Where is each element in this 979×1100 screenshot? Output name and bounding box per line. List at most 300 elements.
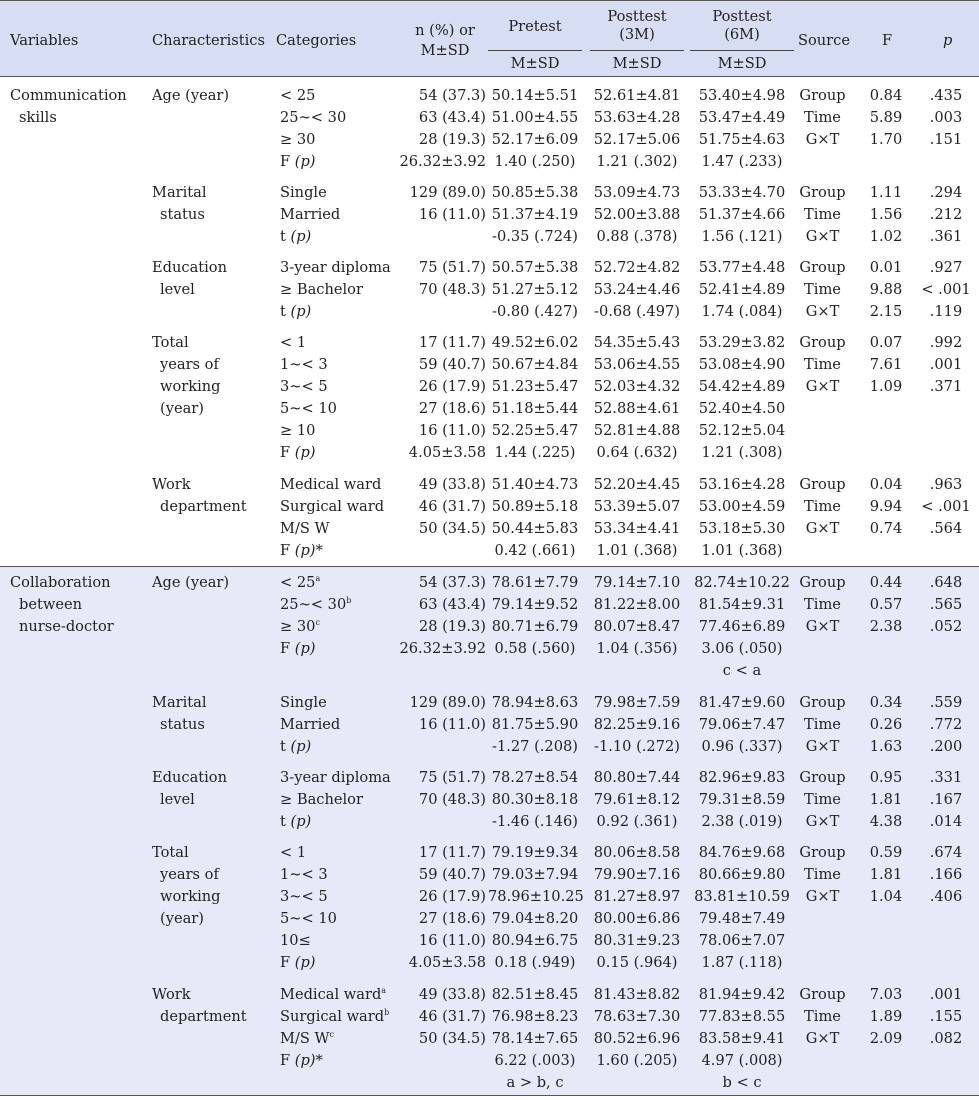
posttest3-value: 53.06±4.55 [593, 356, 681, 373]
category-stat-label: t [280, 738, 291, 755]
bottom-rule [0, 1095, 979, 1096]
posttest6-value: 1.01 (.368) [701, 542, 783, 559]
pretest-value: 49.52±6.02 [491, 334, 579, 351]
pretest-value: 78.96±10.25 [488, 888, 584, 905]
header-f: F [882, 32, 893, 49]
f-value: 4.38 [869, 813, 903, 830]
category-label [280, 811, 311, 833]
n-value: 17 (11.7) [418, 334, 486, 351]
characteristic-label: (year) [160, 400, 204, 417]
f-value: 1.04 [869, 888, 903, 905]
top-rule [0, 0, 979, 1]
posttest6-value: 1.21 (.308) [701, 444, 783, 461]
p-value: .014 [929, 813, 963, 830]
posttest3-value: 53.09±4.73 [593, 184, 681, 201]
posttest6-value: 53.08±4.90 [698, 356, 786, 373]
p-value: < .001 [921, 281, 971, 298]
p-value: .674 [929, 844, 963, 861]
category-label: Married [280, 716, 341, 733]
p-value: .200 [929, 738, 963, 755]
characteristic-label: Work [152, 476, 191, 493]
posttest3-value: -1.10 (.272) [594, 738, 680, 755]
posttest3-value: 53.24±4.46 [593, 281, 681, 298]
category-label: Single [280, 694, 327, 711]
header-rule [0, 76, 979, 77]
characteristic-label: Marital [152, 184, 207, 201]
posttest3-value: 53.39±5.07 [593, 498, 681, 515]
category-label: < $25^a$ [280, 574, 321, 591]
category-superscript: a [381, 986, 387, 996]
characteristic-label: level [160, 281, 195, 298]
posttest6-value: 80.66±9.80 [698, 866, 786, 883]
header-variables: Variables [10, 32, 79, 49]
category-stat-p: (p) [294, 444, 316, 461]
pretest-msd: M±SD [510, 55, 560, 72]
posttest6-value: 1.47 (.233) [701, 153, 783, 170]
header-posttest3-line2: (3M) [619, 26, 655, 43]
pretest-value: 76.98±8.23 [491, 1008, 579, 1025]
posttest6-value: 1.87 (.118) [701, 954, 783, 971]
posttest3-value: 52.17±5.06 [593, 131, 681, 148]
pretest-value: 79.14±9.52 [491, 596, 579, 613]
posttest3-value: 52.61±4.81 [593, 87, 681, 104]
posttest3-value: 54.35±5.43 [593, 334, 681, 351]
p-value: .992 [929, 334, 963, 351]
category-label [280, 736, 311, 758]
p-value: .331 [929, 769, 963, 786]
f-value: 0.26 [869, 716, 903, 733]
posttest3-value: 80.00±6.86 [593, 910, 681, 927]
posttest3-value: 82.25±9.16 [593, 716, 681, 733]
category-label: 3~< 5 [280, 378, 328, 395]
posttest3-value: 80.31±9.23 [593, 932, 681, 949]
posttest3-value: 78.63±7.30 [593, 1008, 681, 1025]
f-value: 0.01 [869, 259, 903, 276]
posttest3-value: 52.20±4.45 [593, 476, 681, 493]
p-value: .371 [929, 378, 963, 395]
posttest3-value: 81.43±8.82 [593, 986, 681, 1003]
posttest6-value: 53.40±4.98 [698, 87, 786, 104]
category-label [280, 952, 316, 974]
posttest6-value: 53.18±5.30 [698, 520, 786, 537]
characteristic-label: Education [152, 259, 227, 276]
source-label: G×T [805, 1030, 840, 1047]
category-label [280, 226, 311, 248]
header-posttest6-line2: (6M) [724, 26, 760, 43]
characteristic-label: status [160, 206, 205, 223]
header-n-line2: M±SD [420, 42, 470, 59]
pretest-value: 80.94±6.75 [491, 932, 579, 949]
n-value: 129 (89.0) [409, 694, 486, 711]
f-value: 7.03 [869, 986, 903, 1003]
n-value: 50 (34.5) [418, 1030, 486, 1047]
n-value: 4.05±3.58 [408, 444, 486, 461]
pretest-value: 51.18±5.44 [491, 400, 579, 417]
posttest6-value: 51.37±4.66 [698, 206, 786, 223]
source-label: G×T [805, 378, 840, 395]
category-stat-p: (p) [290, 303, 312, 320]
p-value: .435 [929, 87, 963, 104]
source-label: Group [799, 844, 846, 861]
source-label: Time [804, 716, 841, 733]
posttest3-msd: M±SD [612, 55, 662, 72]
source-label: G×T [805, 228, 840, 245]
category-label: 5~< 10 [280, 910, 337, 927]
characteristic-label: working [160, 888, 221, 905]
category-label: Medical ward [280, 476, 382, 493]
p-value: .001 [929, 356, 963, 373]
posttest6-value: 84.76±9.68 [698, 844, 786, 861]
n-value: 54 (37.3) [418, 87, 486, 104]
n-value: 75 (51.7) [418, 259, 486, 276]
posttest3-value: 79.14±7.10 [593, 574, 681, 591]
posttest3-value: 1.01 (.368) [596, 542, 678, 559]
pretest-value: 80.30±8.18 [491, 791, 579, 808]
category-label: 10≤ [280, 932, 311, 949]
n-value: 26.32±3.92 [399, 153, 486, 170]
n-value: 27 (18.6) [418, 400, 486, 417]
category-label: ≥ 30 [280, 131, 316, 148]
pretest-underline [488, 50, 582, 51]
posttest3-value: 1.04 (.356) [596, 640, 678, 657]
category-label: 1~< 3 [280, 356, 328, 373]
category-label: ≥ Bachelor [280, 281, 363, 298]
posttest6-underline [690, 50, 794, 51]
p-value: .166 [929, 866, 963, 883]
category-superscript: a [315, 574, 321, 584]
variable-name: nurse-doctor [19, 618, 114, 635]
pretest-value: 52.25±5.47 [491, 422, 579, 439]
pretest-value: 51.40±4.73 [491, 476, 579, 493]
posttest6-value: 52.40±4.50 [698, 400, 786, 417]
pretest-value: -1.27 (.208) [492, 738, 578, 755]
category-stat-p: (p)* [294, 542, 323, 559]
p-value: .082 [929, 1030, 963, 1047]
posttest6-value: 79.31±8.59 [698, 791, 786, 808]
category-label: ≥ $30^c$ [280, 618, 320, 635]
posttest6-value: 52.41±4.89 [698, 281, 786, 298]
pretest-value: 78.94±8.63 [491, 694, 579, 711]
pretest-value: 1.40 (.250) [494, 153, 576, 170]
posttest6-value: 81.94±9.42 [698, 986, 786, 1003]
posttest6-value: 77.46±6.89 [698, 618, 786, 635]
f-value: 1.56 [869, 206, 903, 223]
f-value: 2.38 [869, 618, 903, 635]
posttest6-value: 52.12±5.04 [698, 422, 786, 439]
n-value: 70 (48.3) [418, 281, 486, 298]
source-label: Group [799, 694, 846, 711]
p-value: .212 [929, 206, 963, 223]
category-label: ≥ Bachelor [280, 791, 363, 808]
pretest-value: -0.35 (.724) [492, 228, 578, 245]
f-value: 0.84 [869, 87, 903, 104]
pretest-value: 50.14±5.51 [491, 87, 579, 104]
n-value: 63 (43.4) [418, 109, 486, 126]
source-label: Time [804, 281, 841, 298]
f-value: 2.09 [869, 1030, 903, 1047]
source-label: Group [799, 259, 846, 276]
n-value: 17 (11.7) [418, 844, 486, 861]
f-value: 1.81 [869, 866, 903, 883]
category-label: Single [280, 184, 327, 201]
posttest3-value: 81.27±8.97 [593, 888, 681, 905]
f-value: 7.61 [869, 356, 903, 373]
n-value: 16 (11.0) [418, 932, 486, 949]
source-label: Time [804, 1008, 841, 1025]
header-posttest6-line1: Posttest [712, 8, 772, 25]
n-value: 49 (33.8) [418, 476, 486, 493]
category-stat-p: (p) [290, 738, 312, 755]
characteristic-label: Work [152, 986, 191, 1003]
pretest-value: 78.61±7.79 [491, 574, 579, 591]
p-value: .155 [929, 1008, 963, 1025]
posttest3-value: 52.81±4.88 [593, 422, 681, 439]
category-label [280, 151, 316, 173]
source-label: Time [804, 206, 841, 223]
pretest-value: 51.23±5.47 [491, 378, 579, 395]
category-stat-label: t [280, 228, 291, 245]
f-value: 9.94 [869, 498, 903, 515]
n-value: 70 (48.3) [418, 791, 486, 808]
posttest6-value: 79.48±7.49 [698, 910, 786, 927]
posttest3-underline [590, 50, 684, 51]
category-label: < 1 [280, 334, 307, 351]
n-value: 26 (17.9) [418, 378, 486, 395]
p-value: .001 [929, 986, 963, 1003]
pretest-value: 51.27±5.12 [491, 281, 579, 298]
posttest3-value: 79.90±7.16 [593, 866, 681, 883]
characteristic-label: Total [152, 844, 189, 861]
posttest6-value: c < a [722, 662, 762, 679]
pretest-value: 1.44 (.225) [494, 444, 576, 461]
posttest3-value: 52.88±4.61 [593, 400, 681, 417]
n-value: 50 (34.5) [418, 520, 486, 537]
source-label: G×T [805, 520, 840, 537]
header-p: p [943, 32, 953, 49]
category-superscript: c [315, 618, 320, 628]
source-label: G×T [805, 618, 840, 635]
p-value: .559 [929, 694, 963, 711]
f-value: 2.15 [869, 303, 903, 320]
posttest6-value: 53.47±4.49 [698, 109, 786, 126]
posttest3-value: 80.06±8.58 [593, 844, 681, 861]
n-value: 59 (40.7) [418, 356, 486, 373]
pretest-value: 78.14±7.65 [491, 1030, 579, 1047]
posttest3-value: 52.03±4.32 [593, 378, 681, 395]
posttest6-value: 82.96±9.83 [698, 769, 786, 786]
category-label: M/S W [280, 520, 330, 537]
category-superscript: b [384, 1008, 390, 1018]
pretest-value: 78.27±8.54 [491, 769, 579, 786]
characteristic-label: status [160, 716, 205, 733]
header-posttest3-line1: Posttest [607, 8, 667, 25]
category-label: Medical ward$^a$ [280, 986, 387, 1003]
posttest6-value: 4.97 (.008) [701, 1052, 783, 1069]
variable-name: Communication [10, 87, 127, 104]
f-value: 5.89 [869, 109, 903, 126]
characteristic-label: Total [152, 334, 189, 351]
category-label: < 1 [280, 844, 307, 861]
pretest-value: 79.03±7.94 [491, 866, 579, 883]
n-value: 49 (33.8) [418, 986, 486, 1003]
posttest3-value: 80.52±6.96 [593, 1030, 681, 1047]
category-stat-p: (p) [294, 153, 316, 170]
category-label: Surgical ward [280, 498, 385, 515]
characteristic-label: Education [152, 769, 227, 786]
p-value: .772 [929, 716, 963, 733]
source-label: Group [799, 184, 846, 201]
category-label: 3~< 5 [280, 888, 328, 905]
category-superscript: c [329, 1030, 334, 1040]
posttest6-value: 54.42±4.89 [698, 378, 786, 395]
category-label [280, 301, 311, 323]
category-label: Married [280, 206, 341, 223]
posttest3-value: 79.98±7.59 [593, 694, 681, 711]
variable-name: skills [19, 109, 57, 126]
header-source: Source [798, 32, 850, 49]
category-label: < 25 [280, 87, 316, 104]
posttest3-value: 80.80±7.44 [593, 769, 681, 786]
variable-name: Collaboration [10, 574, 111, 591]
p-value: .361 [929, 228, 963, 245]
p-value: < .001 [921, 498, 971, 515]
category-label: 25~< 30 [280, 109, 347, 126]
source-label: Time [804, 109, 841, 126]
posttest3-value: 0.92 (.361) [596, 813, 678, 830]
characteristic-label: years of [160, 866, 219, 883]
category-label [280, 540, 323, 562]
n-value: 46 (31.7) [418, 1008, 486, 1025]
pretest-value: 50.67±4.84 [491, 356, 579, 373]
source-label: Group [799, 334, 846, 351]
category-stat-label: F [280, 153, 295, 170]
posttest3-value: 1.21 (.302) [596, 153, 678, 170]
pretest-value: 0.18 (.949) [494, 954, 576, 971]
f-value: 0.57 [869, 596, 903, 613]
header-categories: Categories [276, 32, 357, 49]
header-n-line1: n (%) or [415, 22, 475, 39]
n-value: 75 (51.7) [418, 769, 486, 786]
pretest-value: 51.37±4.19 [491, 206, 579, 223]
p-value: .294 [929, 184, 963, 201]
source-label: Time [804, 498, 841, 515]
n-value: 16 (11.0) [418, 716, 486, 733]
posttest6-value: 2.38 (.019) [701, 813, 783, 830]
pretest-value: 0.58 (.560) [494, 640, 576, 657]
n-value: 59 (40.7) [418, 866, 486, 883]
pretest-value: 81.75±5.90 [491, 716, 579, 733]
posttest6-value: 77.83±8.55 [698, 1008, 786, 1025]
source-label: Time [804, 596, 841, 613]
n-value: 26 (17.9) [418, 888, 486, 905]
characteristic-label: Age (year) [152, 574, 230, 591]
source-label: Group [799, 769, 846, 786]
category-stat-label: F [280, 640, 295, 657]
posttest3-value: 79.61±8.12 [593, 791, 681, 808]
category-label [280, 442, 316, 464]
posttest3-value: 0.64 (.632) [596, 444, 678, 461]
f-value: 0.07 [869, 334, 903, 351]
pretest-value: 50.44±5.83 [491, 520, 579, 537]
n-value: 28 (19.3) [418, 131, 486, 148]
category-label: Surgical ward$^b$ [280, 1008, 390, 1025]
f-value: 0.59 [869, 844, 903, 861]
n-value: 16 (11.0) [418, 422, 486, 439]
n-value: 54 (37.3) [418, 574, 486, 591]
source-label: G×T [805, 888, 840, 905]
posttest6-value: 3.06 (.050) [701, 640, 783, 657]
posttest3-value: 52.00±3.88 [593, 206, 681, 223]
posttest6-value: 83.81±10.59 [694, 888, 790, 905]
posttest6-value: 83.58±9.41 [698, 1030, 786, 1047]
f-value: 0.74 [869, 520, 903, 537]
p-value: .151 [929, 131, 963, 148]
posttest6-value: 53.00±4.59 [698, 498, 786, 515]
category-stat-p: (p) [290, 228, 312, 245]
posttest6-value: 0.96 (.337) [701, 738, 783, 755]
pretest-value: 0.42 (.661) [494, 542, 576, 559]
source-label: G×T [805, 303, 840, 320]
p-value: .927 [929, 259, 963, 276]
n-value: 46 (31.7) [418, 498, 486, 515]
category-stat-label: F [280, 542, 295, 559]
section-rule [0, 566, 979, 567]
source-label: G×T [805, 131, 840, 148]
posttest3-value: 53.34±4.41 [593, 520, 681, 537]
f-value: 1.89 [869, 1008, 903, 1025]
f-value: 1.09 [869, 378, 903, 395]
posttest6-value: 81.47±9.60 [698, 694, 786, 711]
posttest6-value: 78.06±7.07 [698, 932, 786, 949]
f-value: 1.11 [869, 184, 903, 201]
posttest6-value: 82.74±10.22 [694, 574, 790, 591]
characteristic-label: level [160, 791, 195, 808]
characteristic-label: years of [160, 356, 219, 373]
pretest-value: 6.22 (.003) [494, 1052, 576, 1069]
pretest-value: -0.80 (.427) [492, 303, 578, 320]
category-label: 25~< $30^b$ [280, 596, 352, 613]
f-value: 0.95 [869, 769, 903, 786]
category-stat-label: F [280, 444, 295, 461]
characteristic-label: (year) [160, 910, 204, 927]
posttest3-value: 1.60 (.205) [596, 1052, 678, 1069]
pretest-value: 50.89±5.18 [491, 498, 579, 515]
posttest6-value: 53.16±4.28 [698, 476, 786, 493]
n-value: 28 (19.3) [418, 618, 486, 635]
source-label: G×T [805, 738, 840, 755]
pretest-value: 79.19±9.34 [491, 844, 579, 861]
category-stat-label: F [280, 1052, 295, 1069]
posttest6-value: 53.77±4.48 [698, 259, 786, 276]
category-superscript: b [346, 596, 352, 606]
characteristic-label: department [160, 498, 247, 515]
characteristic-label: working [160, 378, 221, 395]
f-value: 0.44 [869, 574, 903, 591]
posttest6-value: 51.75±4.63 [698, 131, 786, 148]
source-label: Group [799, 87, 846, 104]
posttest3-value: 52.72±4.82 [593, 259, 681, 276]
n-value: 16 (11.0) [418, 206, 486, 223]
posttest3-value: 0.88 (.378) [596, 228, 678, 245]
category-label: 3-year diploma [280, 259, 391, 276]
header-pretest: Pretest [508, 18, 562, 35]
source-label: G×T [805, 813, 840, 830]
pretest-value: 50.57±5.38 [491, 259, 579, 276]
f-value: 1.81 [869, 791, 903, 808]
pretest-value: 50.85±5.38 [491, 184, 579, 201]
n-value: 129 (89.0) [409, 184, 486, 201]
f-value: 9.88 [869, 281, 903, 298]
